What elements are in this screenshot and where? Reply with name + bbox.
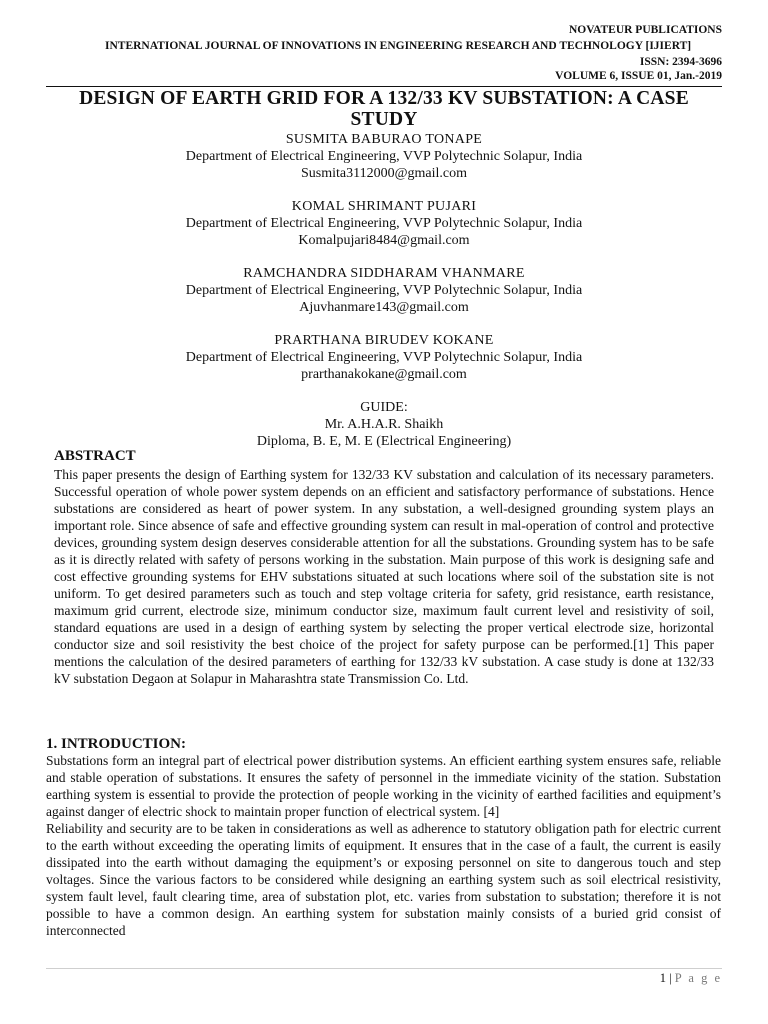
volume-issue: VOLUME 6, ISSUE 01, Jan.-2019 [555,70,722,82]
author-entry [46,198,722,249]
header-divider [46,86,722,87]
page-label: P a g e [674,971,722,985]
guide-label: GUIDE: [360,400,408,415]
page-footer [660,971,722,986]
author-email: prarthanakokane@gmail.com [301,367,467,382]
author-name: KOMAL SHRIMANT PUJARI [291,199,477,214]
author-email: Ajuvhanmare143@gmail.com [299,300,469,315]
author-name: SUSMITA BABURAO TONAPE [285,132,483,147]
author-name: RAMCHANDRA SIDDHARAM VHANMARE [243,266,525,281]
author-entry [46,332,722,383]
footer-separator: | [669,971,672,985]
author-affiliation: Department of Electrical Engineering, VVP Polytechnic Solapur, India [185,350,583,365]
abstract-heading: ABSTRACT [54,448,136,464]
author-email: Komalpujari8484@gmail.com [298,233,470,248]
introduction-heading: 1. INTRODUCTION: [46,736,187,752]
paper-title: DESIGN OF EARTH GRID FOR A 132/33 KV SUBSTATION: A CASE STUDY [79,88,689,130]
page-number: 1 [659,971,667,985]
introduction-body [46,752,721,939]
author-email: Susmita3112000@gmail.com [301,166,467,181]
issn: ISSN: 2394-3696 [639,56,722,68]
author-affiliation: Department of Electrical Engineering, VVP Polytechnic Solapur, India [185,149,583,164]
guide-block [46,399,722,450]
author-name: PRARTHANA BIRUDEV KOKANE [274,333,494,348]
publisher-name: NOVATEUR PUBLICATIONS [568,24,722,36]
author-entry [46,131,722,182]
introduction-paragraph: Substations form an integral part of electrical power distribution systems. An efficient earthing system ensures safe, reliable and stable operation of substations. It ensures the safety of personnel in the immediate vicinity of the station. Substation earthing system is essential to provide the protection of people working in the vicinity of earthed facilities and equipment’s against danger of electric shock to maintain proper function of electrical system. [4] [46,753,721,819]
author-list [46,131,722,450]
author-affiliation: Department of Electrical Engineering, VVP Polytechnic Solapur, India [185,283,583,298]
journal-name: INTERNATIONAL JOURNAL OF INNOVATIONS IN ENGINEERING RESEARCH AND TECHNOLOGY [IJIERT] [105,40,692,52]
introduction-paragraph: Reliability and security are to be taken in considerations as well as adherence to statutory obligation path for electric current to the earth without exceeding the operating limits of equipment. It ensures that in the case of a fault, the current is easily dissipated into the earth without damaging the equipment’s or exposing personnel on site to dangerous touch and step voltages. Since the various factors to be considered while designing an earthing system such as soil electrical resistivity, system fault level, fault clearing time, area of substation plot, etc. varies from substation to substation; therefore it is not possible to have a common design. An earthing system for substation mainly consists of a buried grid consist of interconnected [46,821,721,938]
abstract-text: This paper presents the design of Earthing system for 132/33 KV substation and calculation of its necessary parameters. Successful operation of whole power system depends on an efficient and satisfactory performance of substations. Hence substations are considered as heart of power system. In any substation, a well-designed grounding system plays an important role. Since absence of safe and effective grounding system can result in mal-operation of control and protective devices, grounding system design deserves considerable attention for all the substations. Grounding system has to be safe as it is directly related with safety of persons working in the substation. Main purpose of this work is designing safe and cost effective grounding systems for EHV substations situated at such locations where soil of the substation site is not uniform. To get desired parameters such as touch and step voltage criteria for safety, grid resistance, earth resistance, maximum grid current, electrode size, minimum conductor size, maximum fault current level and resistivity of soil, standard equations are used in a design of earthing system by selecting the proper vertical electrode size, horizontal conductor size and soil resistivity the best choice of the project for safety purpose can be performed.[1] This paper mentions the calculation of the desired parameters of earthing for 132/33 kV substation. A case study is done at 132/33 kV substation Degaon at Solapur in Maharashtra state Transmission Co. Ltd. [54,467,714,686]
footer-divider [46,968,722,969]
author-affiliation: Department of Electrical Engineering, VVP Polytechnic Solapur, India [185,216,583,231]
guide-name: Mr. A.H.A.R. Shaikh [324,417,444,432]
author-entry [46,265,722,316]
guide-qualification: Diploma, B. E, M. E (Electrical Engineering) [256,434,512,449]
